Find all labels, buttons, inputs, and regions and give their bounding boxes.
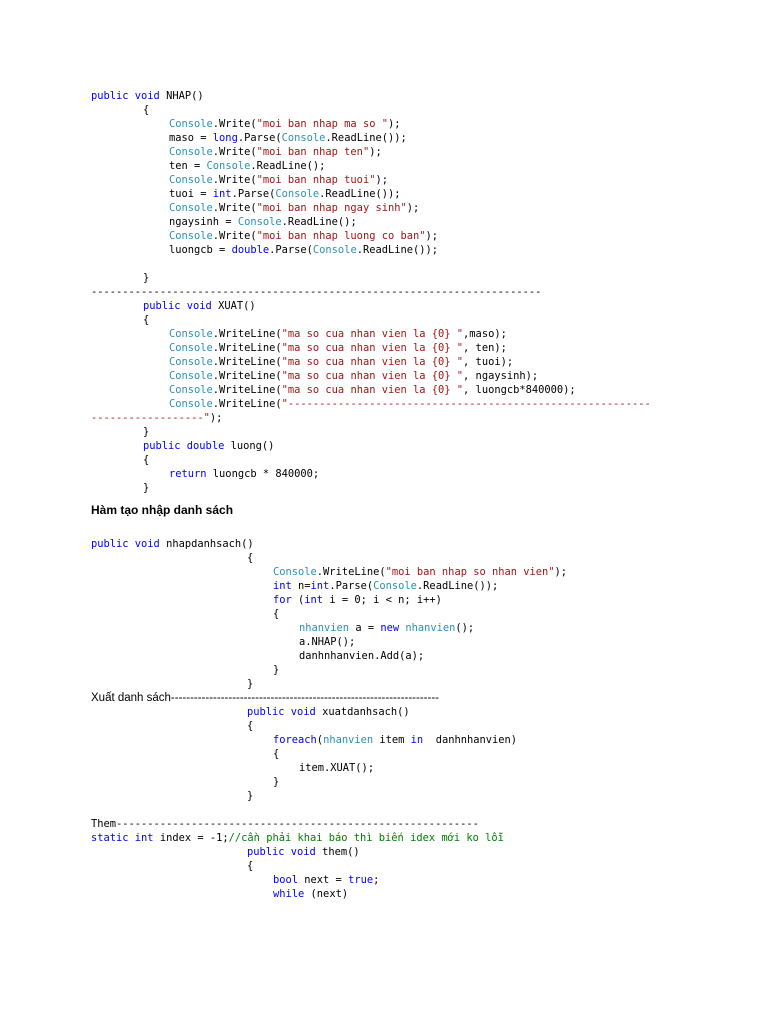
code-token: long (212, 132, 238, 144)
code-token: .Write( (212, 202, 257, 214)
code-line (91, 607, 691, 621)
code-line (91, 243, 691, 257)
code-token: xuatdanhsach() (322, 706, 410, 718)
code-line (91, 89, 691, 103)
code-line (91, 593, 691, 607)
code-token: { (143, 104, 150, 116)
code-token: new (380, 622, 406, 634)
code-token: for (273, 594, 299, 606)
code-token: .WriteLine( (212, 356, 282, 368)
divider-dashes: ---------------------------------------------------------------------- (170, 692, 439, 704)
code-token: ); (425, 230, 439, 242)
code-token: .WriteLine( (212, 342, 282, 354)
code-line (91, 271, 691, 285)
section-divider (91, 691, 691, 705)
code-line (91, 131, 691, 145)
code-token: XUAT() (218, 300, 256, 312)
code-token: ); (554, 566, 568, 578)
code-token: ); (209, 412, 223, 424)
code-document (91, 89, 691, 901)
code-token: Console (169, 370, 213, 382)
code-token: nhanvien (323, 734, 380, 746)
code-token: } (247, 790, 254, 802)
code-line (91, 733, 691, 747)
code-token: , tuoi); (463, 356, 514, 368)
code-token: luong() (230, 440, 275, 452)
code-line (91, 663, 691, 677)
code-line (91, 425, 691, 439)
code-token: danhnhanvien) (435, 734, 518, 746)
code-token: Them---------------------------------------------------------- (91, 818, 479, 830)
code-token: public void (91, 538, 167, 550)
code-line (91, 467, 691, 481)
code-token: } (247, 678, 254, 690)
code-line (91, 551, 691, 565)
code-token: .WriteLine( (212, 384, 282, 396)
code-token: luongcb * 840000; (212, 468, 320, 480)
code-token: "moi ban nhap so nhan vien" (385, 566, 555, 578)
code-token: Console (237, 216, 282, 228)
code-token: .Parse( (269, 244, 313, 256)
code-token: .WriteLine( (212, 370, 282, 382)
code-token: item (379, 734, 411, 746)
code-token: Console (169, 174, 213, 186)
code-token: nhanvien (405, 622, 456, 634)
code-token: public void (247, 846, 323, 858)
code-line (91, 285, 691, 299)
divider-label: Xuất danh sách (91, 692, 171, 704)
code-token: .WriteLine( (212, 398, 282, 410)
code-token: public void (143, 300, 219, 312)
code-token: .ReadLine()); (319, 188, 401, 200)
code-line (91, 677, 691, 691)
code-token: static int (91, 832, 160, 844)
code-token: //cần phải khai báo thì biến idex mới ko lỗi (228, 832, 504, 844)
code-token: n= (298, 580, 311, 592)
code-line (91, 201, 691, 215)
code-token: .Write( (212, 146, 257, 158)
code-token: } (143, 426, 150, 438)
code-line (91, 187, 691, 201)
code-token: a.NHAP(); (299, 636, 356, 648)
code-token: Console (169, 118, 213, 130)
code-line (91, 215, 691, 229)
code-line (91, 159, 691, 173)
code-token: NHAP() (166, 90, 204, 102)
code-token: public void (91, 90, 167, 102)
code-line (91, 887, 691, 901)
code-line (91, 313, 691, 327)
code-line (91, 397, 691, 411)
code-token: "moi ban nhap luong co ban" (256, 230, 426, 242)
code-token: foreach (273, 734, 317, 746)
code-token: ------------------------------------------------------------------------ (91, 286, 542, 298)
code-token: .Write( (212, 174, 257, 186)
code-token: double (231, 244, 270, 256)
code-token: } (273, 664, 280, 676)
code-token: { (247, 720, 254, 732)
code-token: item.XUAT(); (299, 762, 375, 774)
code-token: ,maso); (463, 328, 507, 340)
code-token: { (143, 314, 150, 326)
code-line (91, 761, 691, 775)
code-token: bool (273, 874, 305, 886)
code-line (91, 383, 691, 397)
code-line (91, 145, 691, 159)
code-token: int (273, 580, 299, 592)
code-line (91, 775, 691, 789)
code-token: .Write( (212, 118, 257, 130)
code-token: next = (304, 874, 349, 886)
code-token: } (143, 272, 150, 284)
code-token: ); (369, 146, 382, 158)
code-token: true (348, 874, 374, 886)
code-token: .WriteLine( (212, 328, 282, 340)
code-token: maso = (169, 132, 213, 144)
code-token: .ReadLine()); (325, 132, 407, 144)
code-line (91, 439, 691, 453)
code-token: .WriteLine( (316, 566, 386, 578)
code-token: } (273, 776, 280, 788)
code-token: { (273, 608, 280, 620)
code-line (91, 635, 691, 649)
code-token: "ma so cua nhan vien la {0} " (281, 342, 464, 354)
code-token: int (304, 594, 330, 606)
code-token: .Parse( (231, 188, 276, 200)
code-token: Console (275, 188, 320, 200)
code-line (91, 341, 691, 355)
code-token: , ngaysinh); (463, 370, 539, 382)
code-token: Console (206, 160, 251, 172)
code-token: .ReadLine()); (356, 244, 439, 256)
code-token: ( (298, 594, 305, 606)
code-token: public double (143, 440, 231, 452)
code-token: "ma so cua nhan vien la {0} " (281, 356, 464, 368)
code-token: { (247, 552, 254, 564)
code-line (91, 649, 691, 663)
code-token: in (410, 734, 436, 746)
code-token: int (212, 188, 232, 200)
code-token: a = (355, 622, 381, 634)
code-line (91, 411, 691, 425)
code-token: .ReadLine()); (416, 580, 499, 592)
code-token: Console (169, 202, 213, 214)
code-line (91, 117, 691, 131)
code-token: "moi ban nhap ngay sinh" (256, 202, 407, 214)
code-token: Console (169, 146, 213, 158)
code-token: ten = (169, 160, 207, 172)
code-token: Console (169, 328, 213, 340)
code-token: .ReadLine(); (250, 160, 326, 172)
code-token: int (310, 580, 330, 592)
code-token: while (273, 888, 311, 900)
code-line (91, 859, 691, 873)
code-token: Console (169, 356, 213, 368)
code-line (91, 453, 691, 467)
code-token: ( (316, 734, 324, 746)
blank-line (91, 257, 691, 271)
code-token: { (143, 454, 150, 466)
code-token: (); (455, 622, 475, 634)
code-token: ngaysinh = (169, 216, 238, 228)
code-token: "moi ban nhap ten" (256, 146, 370, 158)
code-token: { (273, 748, 280, 760)
code-line (91, 173, 691, 187)
code-line (91, 369, 691, 383)
code-token: , ten); (463, 342, 507, 354)
code-token: ); (387, 118, 401, 130)
code-token: i = 0; i < n; i++) (329, 594, 442, 606)
code-token: , luongcb*840000); (463, 384, 576, 396)
code-token: Console (169, 230, 213, 242)
code-token: .Parse( (237, 132, 282, 144)
code-token: "---------------------------------------------------------- (281, 398, 651, 410)
code-token: ; (373, 874, 380, 886)
code-token: luongcb = (169, 244, 232, 256)
code-line (91, 705, 691, 719)
code-token: public void (247, 706, 323, 718)
code-token: danhnhanvien.Add(a); (299, 650, 425, 662)
code-token: .Parse( (329, 580, 374, 592)
code-token: tuoi = (169, 188, 213, 200)
code-token: } (143, 482, 150, 494)
code-token: ); (375, 174, 388, 186)
blank-line (91, 523, 691, 537)
code-token: nhapdanhsach() (166, 538, 254, 550)
code-token: "ma so cua nhan vien la {0} " (281, 328, 464, 340)
code-line (91, 831, 691, 845)
code-token: "ma so cua nhan vien la {0} " (281, 370, 464, 382)
code-token: "ma so cua nhan vien la {0} " (281, 384, 464, 396)
code-line (91, 789, 691, 803)
section-heading: Hàm tạo nhập danh sách (91, 503, 234, 517)
code-token: Console (281, 132, 326, 144)
code-line (91, 579, 691, 593)
code-token: Console (169, 342, 213, 354)
code-line (91, 621, 691, 635)
code-token: index = -1; (159, 832, 229, 844)
code-line (91, 719, 691, 733)
code-token: nhanvien (299, 622, 356, 634)
code-token: "moi ban nhap ma so " (256, 118, 388, 130)
code-token: ------------------" (91, 412, 210, 424)
code-line (91, 327, 691, 341)
code-line (91, 565, 691, 579)
code-token: .ReadLine(); (281, 216, 357, 228)
code-token: Console (169, 384, 213, 396)
code-token: return (169, 468, 213, 480)
code-line (91, 845, 691, 859)
code-token: Console (312, 244, 357, 256)
code-token: { (247, 860, 254, 872)
code-token: Console (373, 580, 417, 592)
code-line (91, 481, 691, 495)
code-token: Console (169, 398, 213, 410)
code-line (91, 103, 691, 117)
code-line (91, 873, 691, 887)
blank-line (91, 803, 691, 817)
code-line (91, 229, 691, 243)
code-token: them() (322, 846, 360, 858)
code-token: Console (273, 566, 317, 578)
code-line (91, 299, 691, 313)
code-token: (next) (310, 888, 349, 900)
code-line (91, 537, 691, 551)
code-line (91, 817, 691, 831)
code-token: ); (406, 202, 420, 214)
code-token: .Write( (212, 230, 257, 242)
code-token: "moi ban nhap tuoi" (256, 174, 376, 186)
code-line (91, 355, 691, 369)
code-line (91, 747, 691, 761)
